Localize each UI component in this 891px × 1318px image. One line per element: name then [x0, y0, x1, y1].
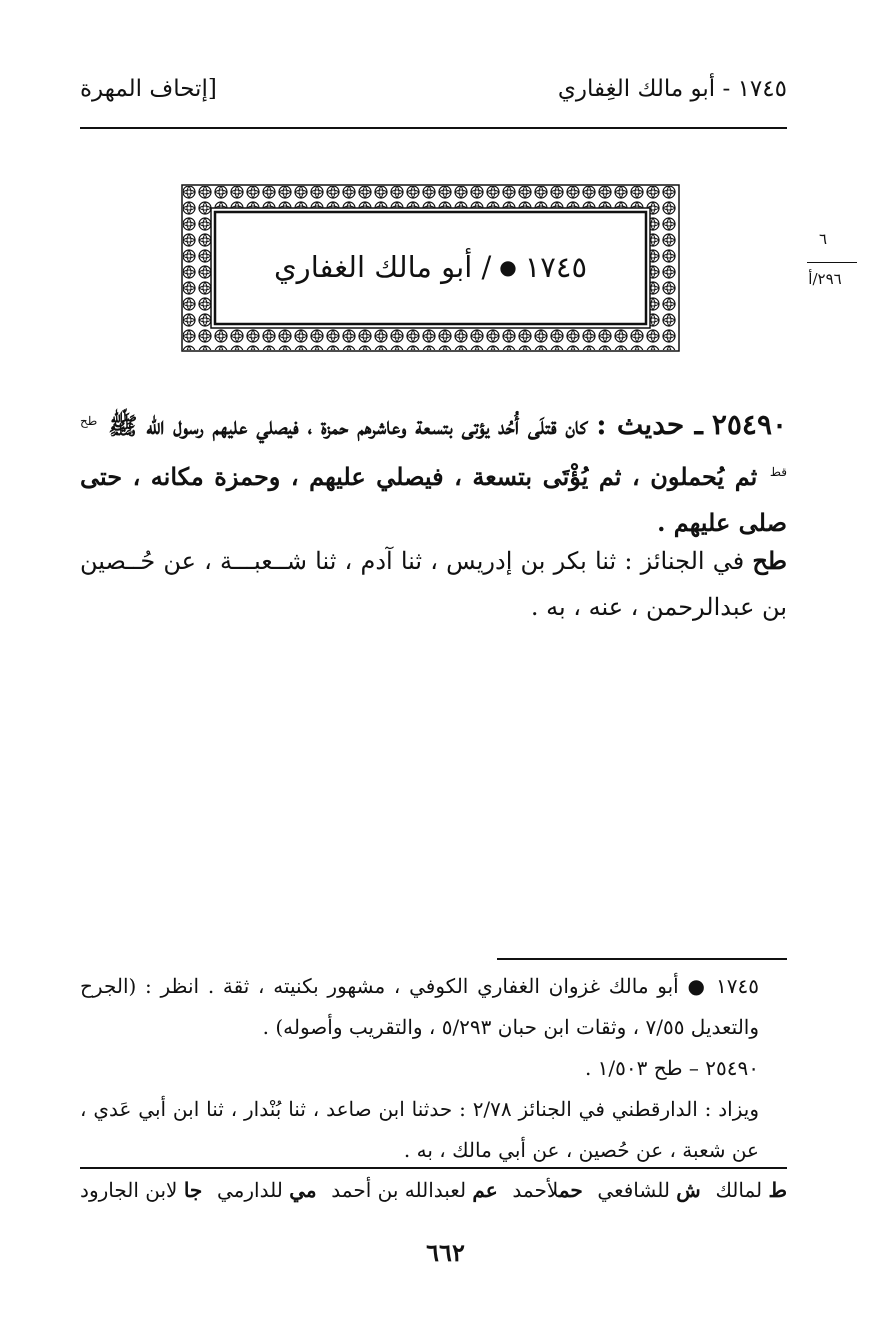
abbr-item: عم لعبدالله بن أحمد: [331, 1178, 498, 1202]
footnote-2: ٢٥٤٩٠ – طح ١/٥٠٣ .: [584, 1056, 759, 1080]
entry-title-number: ١٧٤٥: [524, 250, 588, 284]
abbr-item: مي للدارمي: [217, 1178, 317, 1202]
hadith-sigla: طح قط: [80, 414, 788, 479]
source-text: في الجنائز : ثنا بكر بن إدريس ، ثنا آدم ، ثنا شــعبـــة ، عن حُــصين بن عبدالرحمن ، عنه ، به .: [80, 547, 787, 621]
footnotes: [80, 966, 787, 1171]
hadith-number: ٢٥٤٩٠: [711, 408, 788, 441]
abbreviation-rule: [80, 1167, 787, 1169]
abbr-item: ش للشافعي: [597, 1178, 701, 1202]
abbr-item: حملأحمد: [512, 1178, 583, 1202]
source-code: طح: [752, 546, 787, 575]
source-paragraph: [80, 538, 787, 630]
hadith-text-part1: كان قتلَى أُحُد يؤتى بتسعة وعاشرهم حمزة ، فيصلي عليهم رسول الله ﷺ: [108, 411, 588, 440]
abbreviation-key: [80, 1178, 787, 1202]
abbr-item: ط لمالك: [715, 1178, 787, 1202]
running-header-chapter: ١٧٤٥ - أبو مالك الغِفاري: [557, 76, 787, 102]
entry-title-name: / أبو مالك الغفاري: [273, 250, 492, 284]
hadith-label: ـ حديث :: [596, 408, 703, 441]
footnote-3: ويزاد : الدارقطني في الجنائز ٢/٧٨ : حدثنا ابن صاعد ، ثنا بُنْدار ، ثنا ابن أبي عَدي ، عن شعبة ، عن حُصين ، عن أبي مالك ، به .: [80, 1097, 759, 1162]
page-number: ٦٦٢: [426, 1238, 465, 1267]
footnote-1: ١٧٤٥ ● أبو مالك غزوان الغفاري الكوفي ، مشهور بكنيته ، ثقة . انظر : (الجرح والتعديل ٧/٥٥ ، وثقات ابن حبان ٥/٢٩٣ ، والتقريب وأصوله) .: [80, 974, 759, 1039]
margin-note-folio: ٢٩٦/أ: [808, 270, 842, 288]
header-rule: [80, 127, 787, 129]
abbr-item: جا لابن الجارود: [80, 1178, 203, 1202]
hadith-text-part2: ثم يُحملون ، ثم يُؤْتَى بتسعة ، فيصلي عليهم ، وحمزة مكانه ، حتى صلى عليهم .: [80, 462, 787, 537]
entry-title: [215, 212, 646, 322]
hadith-text: [80, 398, 787, 546]
margin-rule: [807, 262, 857, 263]
bullet-dot-icon: ●: [499, 255, 517, 279]
running-header-book: [إتحاف المهرة: [80, 76, 217, 102]
footnote-rule: [497, 958, 787, 960]
margin-note-volume: ٦: [818, 230, 828, 248]
